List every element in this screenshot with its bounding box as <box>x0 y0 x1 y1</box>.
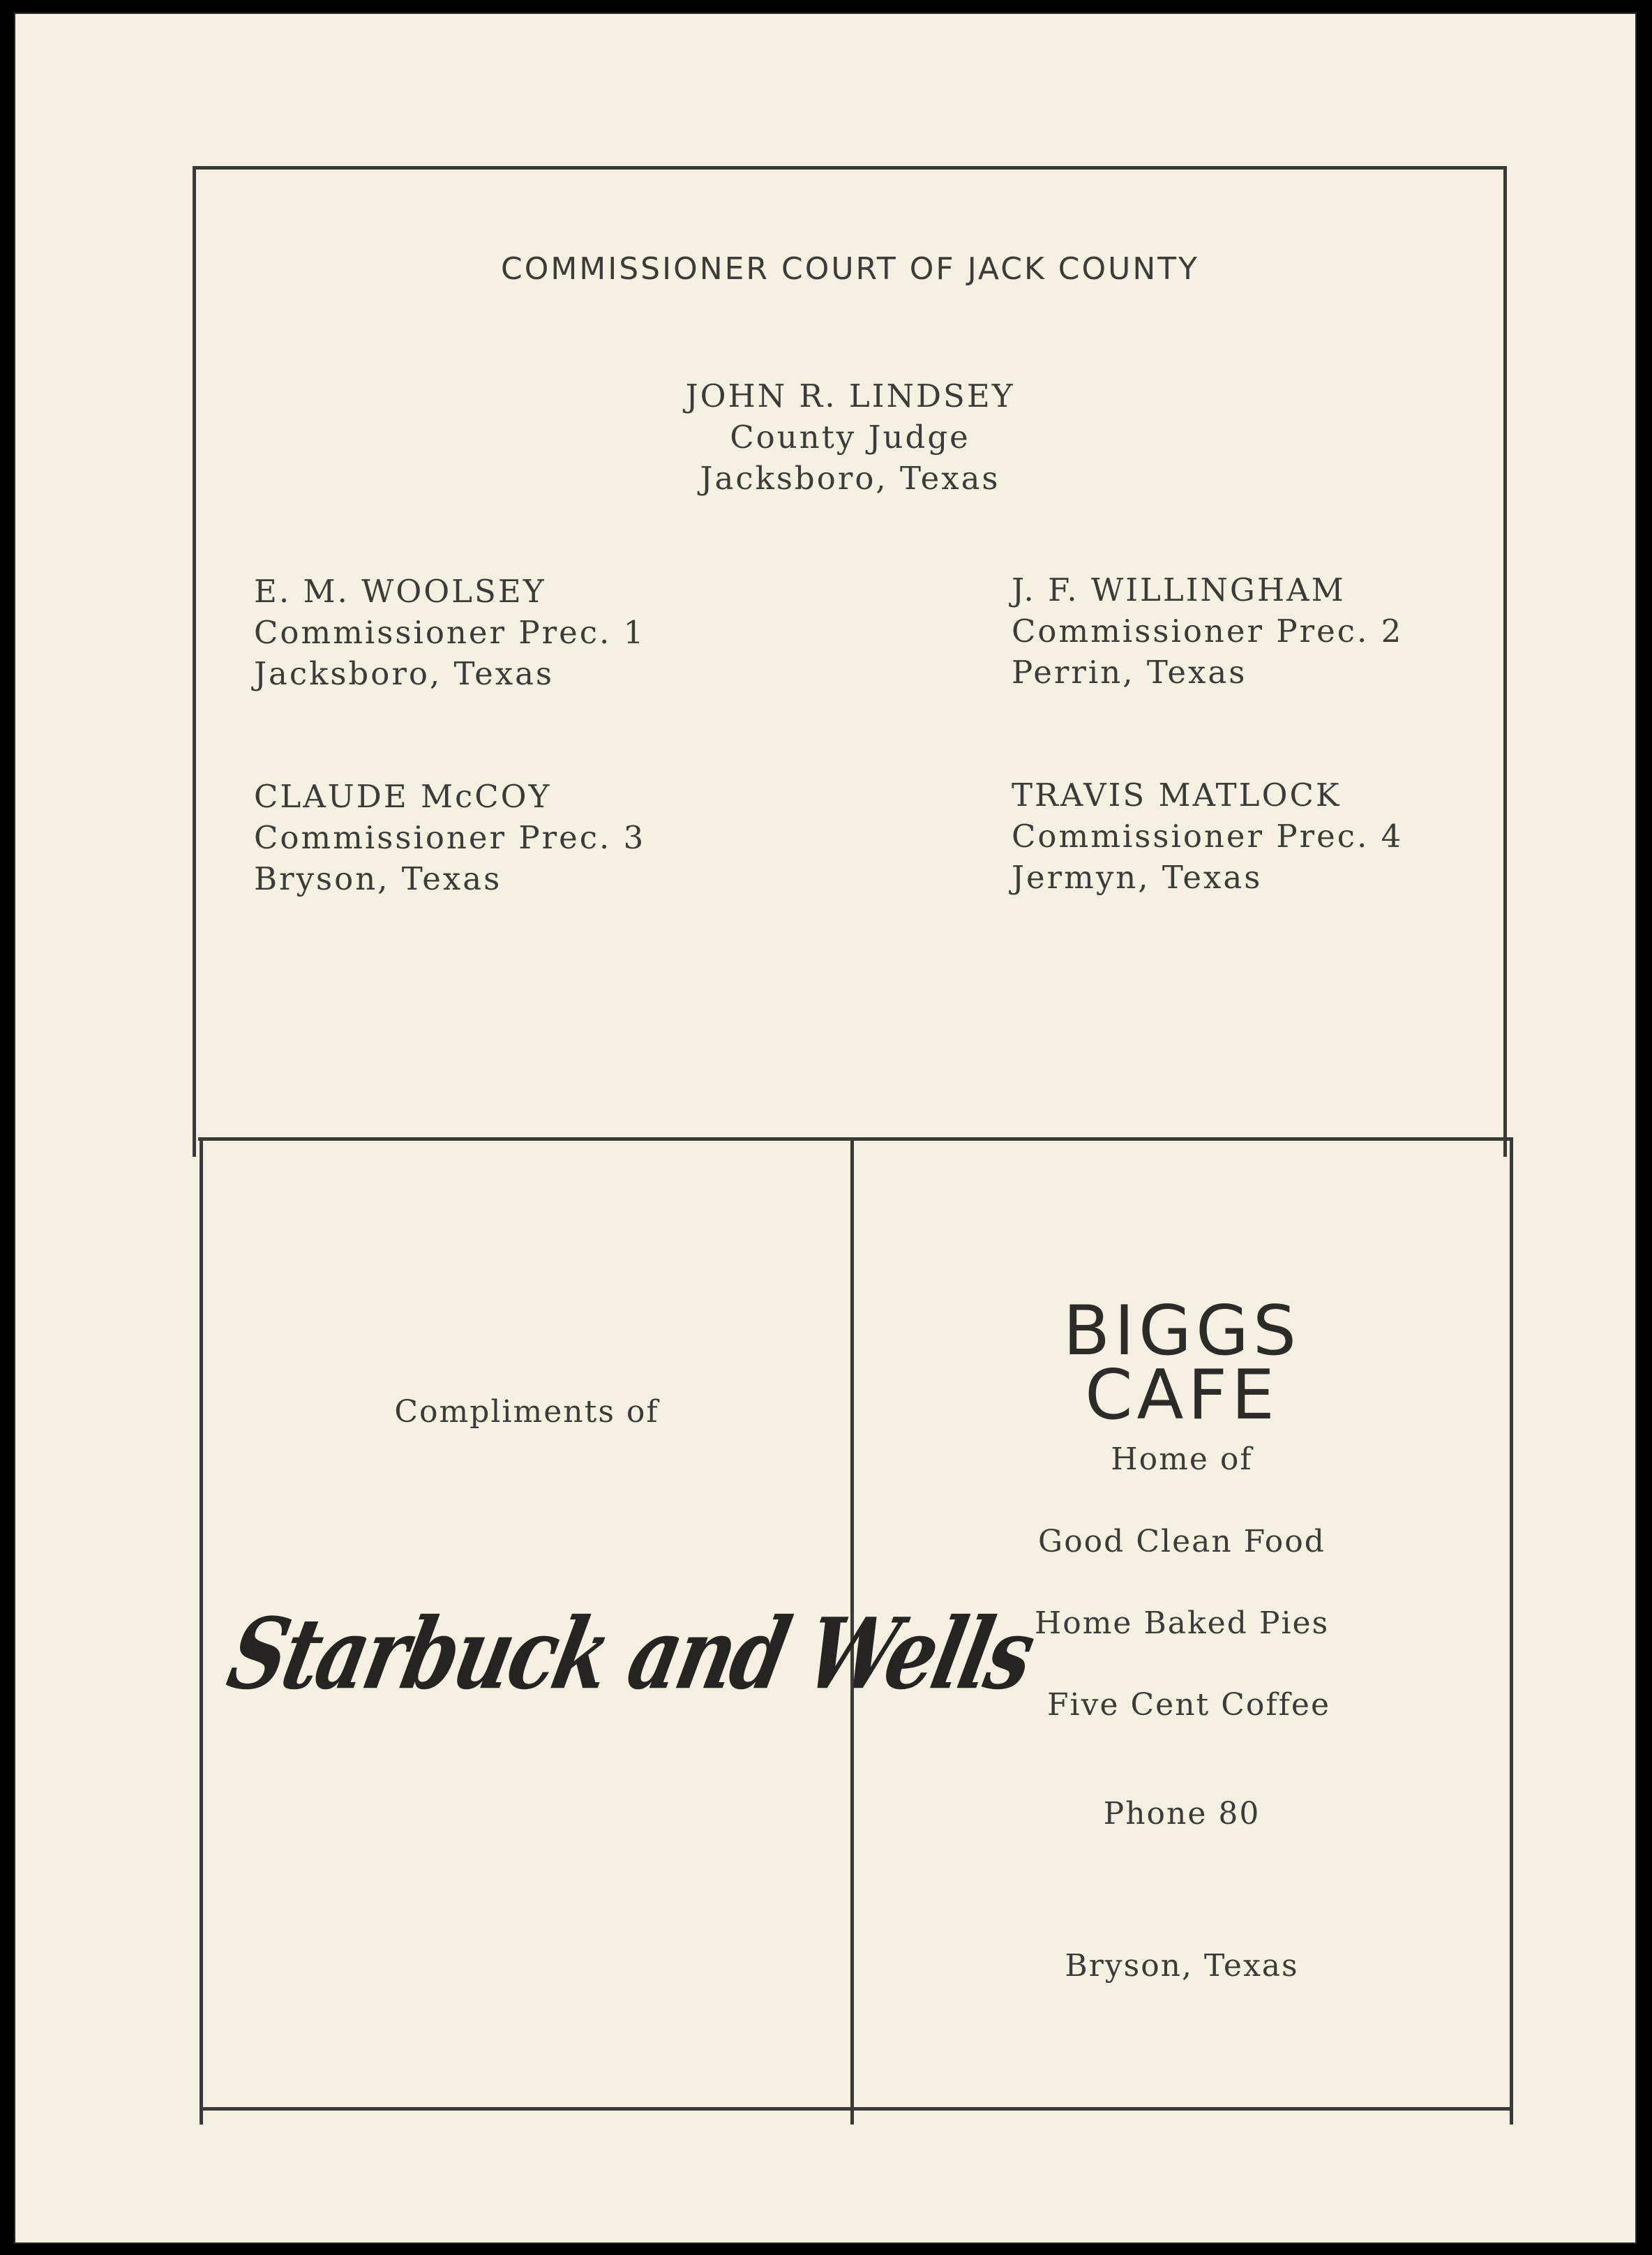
commissioner-prec-3 <box>254 776 645 899</box>
commissioner-city: Jermyn, Texas <box>1012 859 1263 896</box>
cafe-line-1: Home of <box>1111 1441 1253 1477</box>
judge-city: Jacksboro, Texas <box>700 460 1000 497</box>
starbuck-wells-logo: Starbuck and Wells <box>219 1597 1042 1711</box>
commissioner-role: Commissioner Prec. 2 <box>1012 613 1404 650</box>
cafe-city: Bryson, Texas <box>1065 1948 1299 1984</box>
commissioner-name: CLAUDE McCOY <box>254 778 552 815</box>
commissioner-city: Bryson, Texas <box>254 860 502 897</box>
commissioner-name: TRAVIS MATLOCK <box>1012 777 1342 814</box>
cafe-line-2: Good Clean Food <box>1038 1524 1326 1559</box>
compliments-text: Compliments of <box>394 1394 659 1430</box>
cafe-line-3: Home Baked Pies <box>1034 1605 1330 1641</box>
biggs-cafe-logo <box>854 1291 1510 1435</box>
frame-right-lower <box>1510 1137 1513 2125</box>
frame-left-upper <box>193 166 196 1157</box>
commissioner-name: J. F. WILLINGHAM <box>1012 571 1346 608</box>
court-title: COMMISSIONER COURT OF JACK COUNTY <box>500 251 1200 287</box>
commissioner-role: Commissioner Prec. 1 <box>254 614 646 651</box>
commissioner-prec-4 <box>1012 774 1403 898</box>
commissioner-city: Perrin, Texas <box>1012 654 1247 691</box>
commissioner-role: Commissioner Prec. 3 <box>254 819 646 856</box>
commissioner-prec-2 <box>1012 569 1403 693</box>
commissioner-city: Jacksboro, Texas <box>254 655 554 692</box>
frame-left-lower <box>200 1137 203 2125</box>
logo-line-2: CAFE <box>1085 1356 1279 1435</box>
cafe-phone: Phone 80 <box>1103 1796 1261 1831</box>
commissioner-name: E. M. WOOLSEY <box>254 573 546 610</box>
judge-role: County Judge <box>730 419 970 456</box>
cafe-line-4: Five Cent Coffee <box>1047 1687 1330 1723</box>
page <box>14 13 1637 2244</box>
commissioner-role: Commissioner Prec. 4 <box>1012 818 1404 855</box>
commissioner-prec-1 <box>254 571 645 694</box>
logo-line-1: BIGGS <box>1062 1291 1301 1371</box>
judge-block <box>197 375 1503 499</box>
frame-right-upper <box>1503 166 1507 1157</box>
frame-bottom <box>202 2107 1512 2111</box>
frame-top <box>193 166 1507 170</box>
judge-name: JOHN R. LINDSEY <box>685 377 1015 414</box>
frame-middle <box>198 1137 1512 1141</box>
